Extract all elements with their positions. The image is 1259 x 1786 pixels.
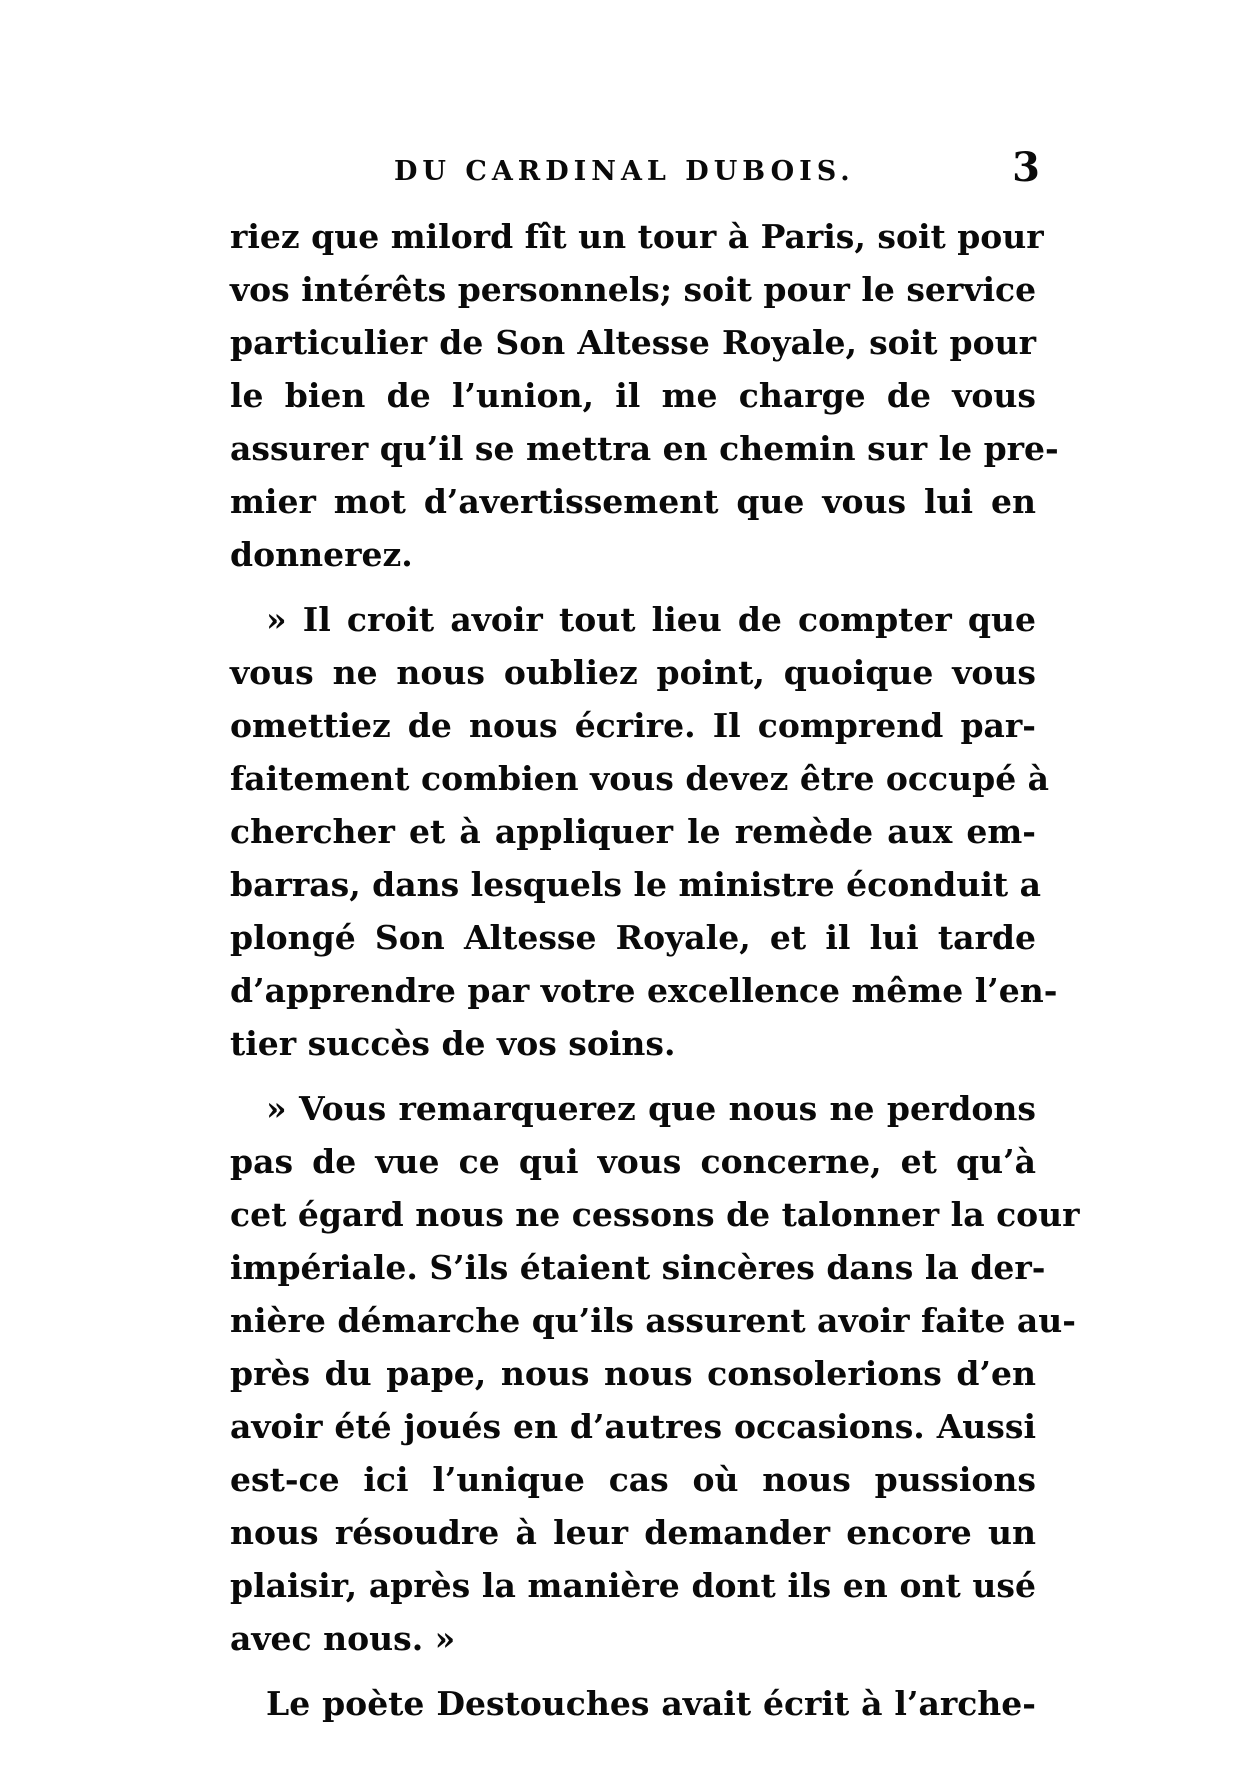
text-line: riez que milord fît un tour à Paris, soit pour — [230, 217, 1044, 256]
body-text — [230, 210, 1080, 1730]
text-line: mier mot d’avertissement que vous lui en — [230, 482, 1036, 521]
text-line: » Vous remarquerez que nous ne perdons — [266, 1089, 1036, 1128]
text-line: le bien de l’union, il me charge de vous — [230, 376, 1036, 415]
text-line: nière démarche qu’ils assurent avoir faite au- — [230, 1301, 1076, 1340]
text-line: pas de vue ce qui vous concerne, et qu’à — [230, 1142, 1036, 1181]
text-line: avoir été joués en d’autres occasions. Aussi — [230, 1407, 1036, 1446]
running-header — [230, 144, 1040, 198]
paragraph-2 — [230, 593, 1058, 1070]
paragraph-1 — [230, 210, 1059, 581]
text-line: assurer qu’il se mettra en chemin sur le pre- — [230, 429, 1059, 468]
text-line: d’apprendre par votre excellence même l’en- — [230, 971, 1058, 1010]
text-line: vous ne nous oubliez point, quoique vous — [230, 653, 1036, 692]
running-title: DU CARDINAL DUBOIS. — [394, 156, 855, 187]
text-line: » Il croit avoir tout lieu de compter que — [266, 600, 1036, 639]
text-line: donnerez. — [230, 535, 413, 574]
text-line: impériale. S’ils étaient sincères dans la der- — [230, 1248, 1046, 1287]
text-line: particulier de Son Altesse Royale, soit pour — [230, 323, 1036, 362]
paragraph-4 — [230, 1677, 1036, 1730]
text-line: omettiez de nous écrire. Il comprend par- — [230, 706, 1036, 745]
text-line: plaisir, après la manière dont ils en ont usé — [230, 1566, 1036, 1605]
text-line: chercher et à appliquer le remède aux em- — [230, 812, 1036, 851]
page-number: 3 — [1012, 144, 1040, 191]
text-line: est-ce ici l’unique cas où nous pussions — [230, 1460, 1036, 1499]
text-line: près du pape, nous nous consolerions d’en — [230, 1354, 1036, 1393]
text-line: faitement combien vous devez être occupé à — [230, 759, 1050, 798]
text-line: plongé Son Altesse Royale, et il lui tarde — [230, 918, 1036, 957]
text-line: nous résoudre à leur demander encore un — [230, 1513, 1036, 1552]
text-line: tier succès de vos soins. — [230, 1024, 676, 1063]
text-line: cet égard nous ne cessons de talonner la cour — [230, 1195, 1080, 1234]
text-line: Le poète Destouches avait écrit à l’arche- — [266, 1684, 1036, 1723]
text-line: barras, dans lesquels le ministre éconduit a — [230, 865, 1041, 904]
paragraph-3 — [230, 1082, 1080, 1665]
text-line: vos intérêts personnels; soit pour le service — [230, 270, 1037, 309]
text-line: avec nous. » — [230, 1619, 456, 1658]
